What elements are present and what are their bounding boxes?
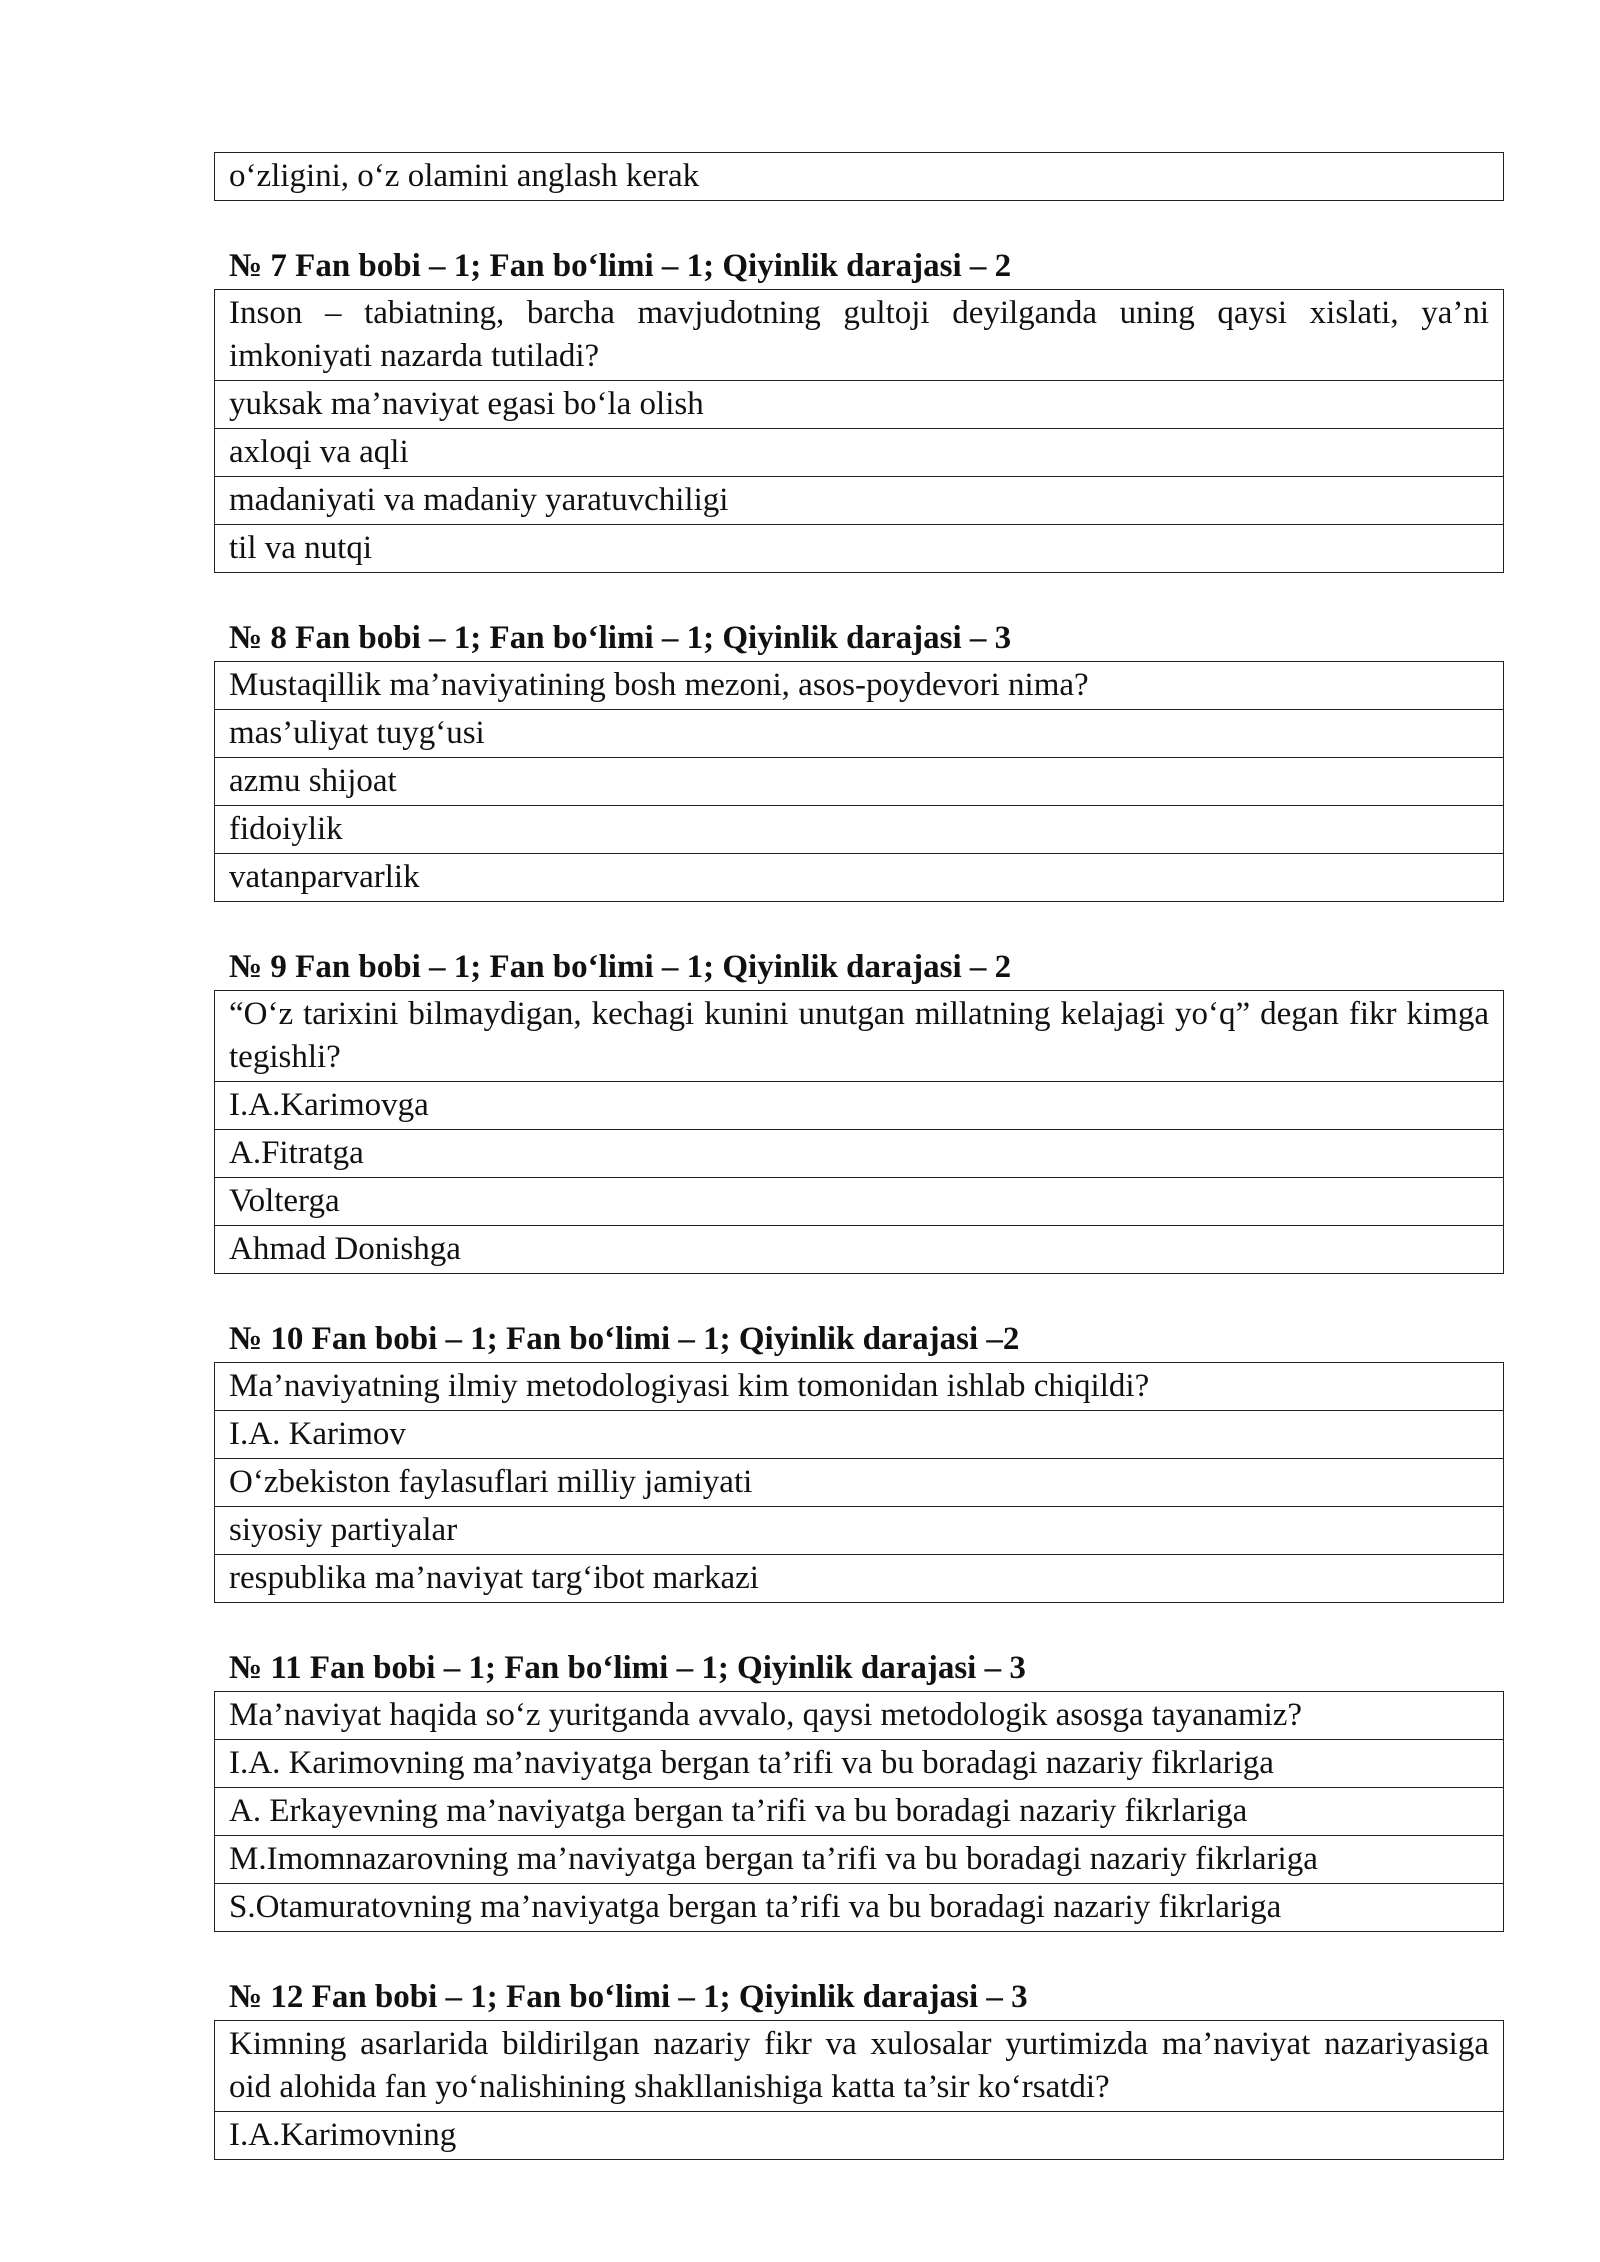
answer-cell: Ahmad Donishga (215, 1226, 1504, 1274)
question-header: № 8 Fan bobi – 1; Fan bo‘limi – 1; Qiyinlik darajasi – 3 (229, 620, 1012, 656)
question-cell: Ma’naviyatning ilmiy metodologiyasi kim tomonidan ishlab chiqildi? (215, 1363, 1504, 1411)
question-cell: Inson – tabiatning, barcha mavjudotning gultoji deyilganda uning qaysi xislati, ya’ni imkoniyati nazarda tutiladi? (215, 290, 1504, 381)
questions-list (214, 201, 1504, 2160)
answer-cell: M.Imomnazarovning ma’naviyatga bergan ta’rifi va bu boradagi nazariy fikrlariga (215, 1836, 1504, 1884)
answer-cell: til va nutqi (215, 525, 1504, 573)
table-row (215, 1788, 1504, 1836)
question-table (214, 990, 1504, 1274)
answer-cell: vatanparvarlik (215, 854, 1504, 902)
block-spacer (214, 902, 1504, 946)
table-row (215, 477, 1504, 525)
table-row (215, 2112, 1504, 2160)
answer-cell: O‘zbekiston faylasuflari milliy jamiyati (215, 1459, 1504, 1507)
answer-cell: siyosiy partiyalar (215, 1507, 1504, 1555)
answer-cell: yuksak ma’naviyat egasi bo‘la olish (215, 381, 1504, 429)
table-row (215, 991, 1504, 1082)
answer-cell: fidoiylik (215, 806, 1504, 854)
question-cell: “O‘z tarixini bilmaydigan, kechagi kunini unutgan millatning kelajagi yo‘q” degan fikr kimga tegishli? (215, 991, 1504, 1082)
question-header: № 10 Fan bobi – 1; Fan bo‘limi – 1; Qiyinlik darajasi –2 (229, 1321, 1020, 1357)
answer-cell: I.A. Karimov (215, 1411, 1504, 1459)
question-table (214, 1362, 1504, 1603)
answer-cell: azmu shijoat (215, 758, 1504, 806)
table-row (215, 758, 1504, 806)
block-spacer (214, 573, 1504, 617)
answer-cell: axloqi va aqli (215, 429, 1504, 477)
table-row (215, 153, 1504, 201)
table-row (215, 662, 1504, 710)
table-row (215, 1740, 1504, 1788)
question-cell: Kimning asarlarida bildirilgan nazariy fikr va xulosalar yurtimizda ma’naviyat nazariyasiga oid alohida fan yo‘nalishining shakllanishiga katta ta’sir ko‘rsatdi? (215, 2021, 1504, 2112)
question-cell: Mustaqillik ma’naviyatining bosh mezoni, asos-poydevori nima? (215, 662, 1504, 710)
answer-cell: I.A.Karimovning (215, 2112, 1504, 2160)
table-row (215, 381, 1504, 429)
table-row (215, 854, 1504, 902)
question-header: № 11 Fan bobi – 1; Fan bo‘limi – 1; Qiyinlik darajasi – 3 (229, 1650, 1026, 1686)
answer-cell: o‘zligini, o‘z olamini anglash kerak (215, 153, 1504, 201)
question-cell: Ma’naviyat haqida so‘z yuritganda avvalo, qaysi metodologik asosga tayanamiz? (215, 1692, 1504, 1740)
table-row (215, 1363, 1504, 1411)
table-row (215, 290, 1504, 381)
table-row (215, 1555, 1504, 1603)
table-row (215, 1411, 1504, 1459)
table-row (215, 1130, 1504, 1178)
question-table (214, 2020, 1504, 2160)
table-row (215, 1082, 1504, 1130)
document-content (214, 152, 1504, 2160)
table-row (215, 1836, 1504, 1884)
answer-cell: I.A. Karimovning ma’naviyatga bergan ta’rifi va bu boradagi nazariy fikrlariga (215, 1740, 1504, 1788)
table-row (215, 1692, 1504, 1740)
table-row (215, 1884, 1504, 1932)
table-row (215, 1459, 1504, 1507)
question-header: № 7 Fan bobi – 1; Fan bo‘limi – 1; Qiyinlik darajasi – 2 (229, 248, 1012, 284)
answer-cell: madaniyati va madaniy yaratuvchiligi (215, 477, 1504, 525)
block-spacer (214, 1274, 1504, 1318)
table-row (215, 429, 1504, 477)
table-row (215, 1178, 1504, 1226)
question-table (214, 661, 1504, 902)
question-table (214, 1691, 1504, 1932)
table-row (215, 1507, 1504, 1555)
table-row (215, 2021, 1504, 2112)
answer-cell: mas’uliyat tuyg‘usi (215, 710, 1504, 758)
block-spacer (214, 201, 1504, 245)
block-spacer (214, 1932, 1504, 1976)
answer-cell: respublika ma’naviyat targ‘ibot markazi (215, 1555, 1504, 1603)
table-row (215, 525, 1504, 573)
answer-cell: I.A.Karimovga (215, 1082, 1504, 1130)
answer-cell: S.Otamuratovning ma’naviyatga bergan ta’rifi va bu boradagi nazariy fikrlariga (215, 1884, 1504, 1932)
answer-cell: A.Fitratga (215, 1130, 1504, 1178)
answer-cell: A. Erkayevning ma’naviyatga bergan ta’rifi va bu boradagi nazariy fikrlariga (215, 1788, 1504, 1836)
answer-cell: Volterga (215, 1178, 1504, 1226)
block-spacer (214, 1603, 1504, 1647)
question-header: № 9 Fan bobi – 1; Fan bo‘limi – 1; Qiyinlik darajasi – 2 (229, 949, 1012, 985)
table-row (215, 1226, 1504, 1274)
question-table (214, 289, 1504, 573)
leading-table (214, 152, 1504, 201)
table-row (215, 806, 1504, 854)
question-header: № 12 Fan bobi – 1; Fan bo‘limi – 1; Qiyinlik darajasi – 3 (229, 1979, 1028, 2015)
table-row (215, 710, 1504, 758)
